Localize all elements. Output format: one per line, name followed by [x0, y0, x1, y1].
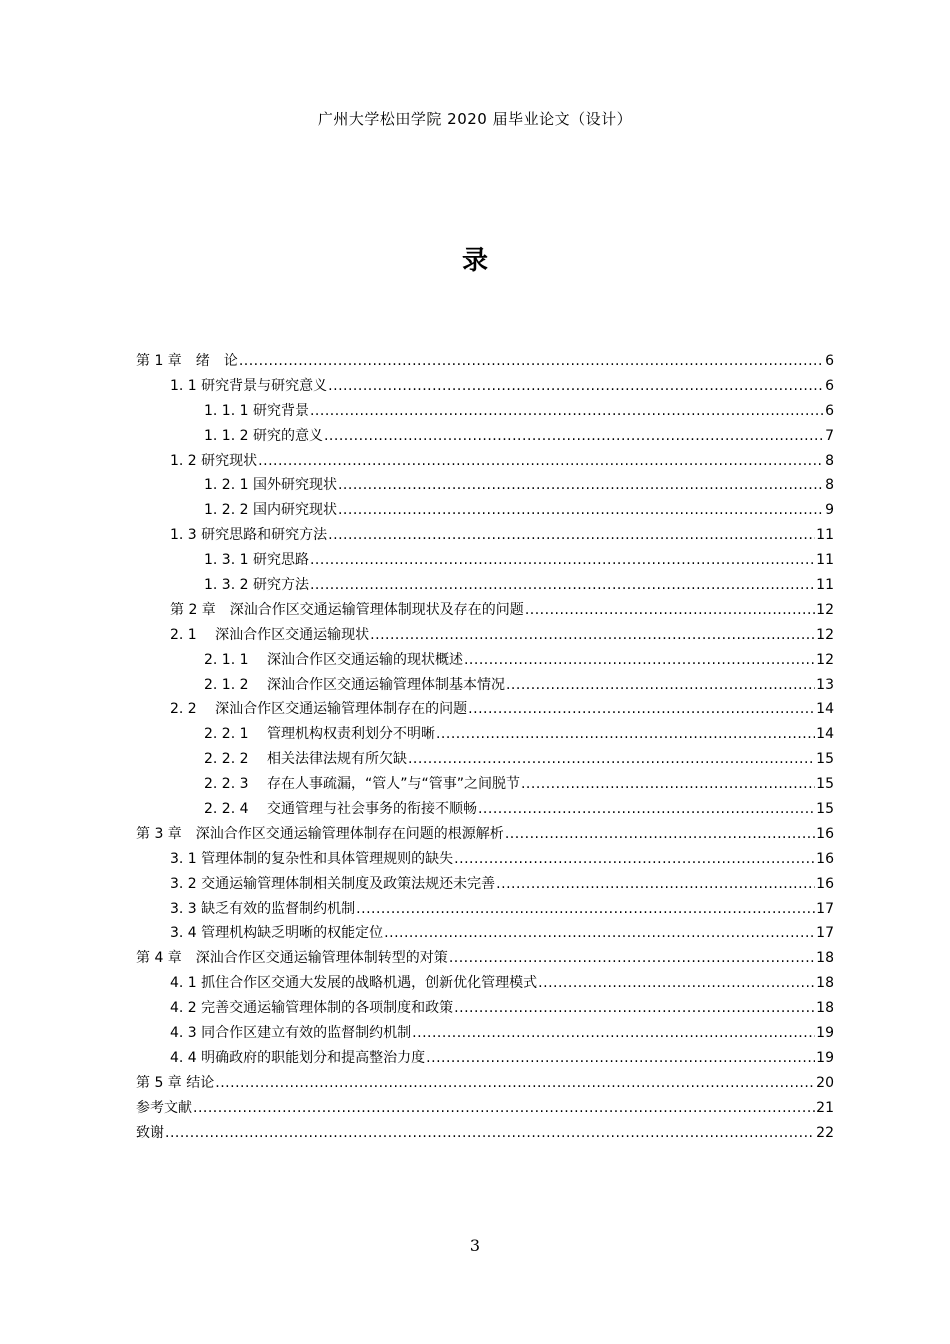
toc-entry[interactable]	[136, 573, 834, 598]
toc-entry-label: 1. 3. 2 研究方法	[204, 577, 309, 594]
toc-entry[interactable]	[136, 1071, 834, 1096]
toc-entry-label: 2. 1 深汕合作区交通运输现状	[170, 626, 370, 643]
toc-entry[interactable]	[136, 971, 834, 996]
page-number: 3	[469, 1236, 481, 1255]
toc-entry-label: 2. 2. 3 存在人事疏漏，“管人”与“管事”之间脱节	[204, 776, 520, 793]
toc-entry[interactable]	[136, 449, 834, 474]
toc-leader-dots	[328, 374, 824, 399]
toc-entry-label: 4. 2 完善交通运输管理体制的各项制度和政策	[170, 1000, 454, 1017]
toc-leader-dots	[521, 772, 815, 797]
toc-entry-label: 2. 1. 2 深汕合作区交通运输管理体制基本情况	[204, 676, 505, 693]
toc-entry[interactable]	[136, 648, 834, 673]
toc-entry-page: 18	[816, 950, 834, 967]
toc-entry[interactable]	[136, 697, 834, 722]
toc-entry-label: 1. 3 研究思路和研究方法	[170, 527, 328, 544]
toc-entry-page: 15	[816, 776, 834, 793]
toc-leader-dots	[525, 598, 815, 623]
toc-leader-dots	[454, 996, 815, 1021]
toc-leader-dots	[258, 449, 824, 474]
toc-entry-label: 第 3 章 深汕合作区交通运输管理体制存在问题的根源解析	[136, 825, 504, 842]
toc-entry[interactable]	[136, 747, 834, 772]
toc-leader-dots	[408, 747, 815, 772]
toc-entry-page: 17	[816, 900, 834, 917]
toc-entry-label: 致谢	[136, 1124, 164, 1141]
toc-entry-page: 6	[825, 353, 834, 369]
toc-entry-label: 2. 2. 2 相关法律法规有所欠缺	[204, 751, 407, 768]
toc-entry-label: 1. 3. 1 研究思路	[204, 552, 309, 569]
toc-entry-page: 12	[816, 626, 834, 643]
toc-entry[interactable]	[136, 822, 834, 847]
toc-leader-dots	[356, 897, 815, 922]
toc-entry-page: 18	[816, 975, 834, 992]
toc-entry-page: 12	[816, 651, 834, 668]
toc-entry[interactable]	[136, 1121, 834, 1146]
toc-entry[interactable]	[136, 847, 834, 872]
toc-entry-page: 7	[825, 427, 834, 444]
toc-entry-label: 2. 2. 1 管理机构权责利划分不明晰	[204, 726, 435, 743]
toc-entry-label: 参考文献	[136, 1099, 192, 1116]
toc-entry-label: 第 4 章 深汕合作区交通运输管理体制转型的对策	[136, 950, 448, 967]
toc-entry[interactable]	[136, 1021, 834, 1046]
toc-entry[interactable]	[136, 349, 834, 374]
toc-leader-dots	[215, 1071, 815, 1096]
toc-entry-page: 16	[816, 850, 834, 867]
toc-entry-page: 22	[816, 1124, 834, 1141]
toc-entry[interactable]	[136, 872, 834, 897]
toc-leader-dots	[193, 1096, 815, 1121]
toc-entry-label: 1. 2 研究现状	[170, 452, 258, 469]
toc-entry-label: 第 5 章 结论	[136, 1074, 215, 1091]
toc-entry-label: 4. 3 同合作区建立有效的监督制约机制	[170, 1025, 412, 1042]
toc-leader-dots	[338, 473, 824, 498]
toc-entry-page: 19	[816, 1049, 834, 1066]
page-title: 录	[461, 246, 488, 276]
toc-leader-dots	[468, 697, 815, 722]
toc-entry[interactable]	[136, 897, 834, 922]
toc-leader-dots	[412, 1021, 815, 1046]
toc-entry-page: 13	[816, 676, 834, 693]
toc-entry-page: 18	[816, 1000, 834, 1017]
toc-entry-page: 12	[816, 601, 834, 618]
toc-entry[interactable]	[136, 598, 834, 623]
toc-leader-dots	[370, 623, 815, 648]
table-of-contents	[136, 349, 834, 1146]
toc-entry-page: 6	[825, 402, 834, 419]
toc-leader-dots	[464, 648, 815, 673]
toc-entry-label: 1. 2. 1 国外研究现状	[204, 477, 337, 494]
toc-leader-dots	[505, 822, 815, 847]
toc-entry[interactable]	[136, 623, 834, 648]
toc-leader-dots	[496, 872, 815, 897]
toc-leader-dots	[478, 797, 815, 822]
toc-entry-label: 2. 2 深汕合作区交通运输管理体制存在的问题	[170, 701, 468, 718]
toc-leader-dots	[454, 847, 815, 872]
page-header: 广州大学松田学院 2020 届毕业论文（设计）	[317, 110, 633, 128]
toc-entry-page: 19	[816, 1025, 834, 1042]
toc-leader-dots	[165, 1121, 815, 1146]
toc-entry-page: 14	[816, 701, 834, 718]
toc-leader-dots	[506, 673, 815, 698]
toc-entry[interactable]	[136, 996, 834, 1021]
toc-entry[interactable]	[136, 473, 834, 498]
toc-leader-dots	[436, 722, 815, 747]
toc-entry-label: 4. 4 明确政府的职能划分和提高整治力度	[170, 1049, 426, 1066]
toc-entry-label: 第 1 章 绪 论	[136, 353, 238, 369]
toc-entry-label: 2. 1. 1 深汕合作区交通运输的现状概述	[204, 651, 463, 668]
toc-entry[interactable]	[136, 1096, 834, 1121]
toc-leader-dots	[538, 971, 815, 996]
toc-entry[interactable]	[136, 772, 834, 797]
toc-entry[interactable]	[136, 498, 834, 523]
toc-entry-page: 16	[816, 825, 834, 842]
toc-leader-dots	[324, 424, 824, 449]
toc-entry[interactable]	[136, 673, 834, 698]
toc-entry-label: 1. 1. 2 研究的意义	[204, 427, 323, 444]
toc-entry-label: 1. 1. 1 研究背景	[204, 402, 309, 419]
toc-entry-label: 3. 4 管理机构缺乏明晰的权能定位	[170, 925, 384, 942]
toc-entry-label: 3. 3 缺乏有效的监督制约机制	[170, 900, 356, 917]
toc-entry-page: 15	[816, 751, 834, 768]
toc-entry[interactable]	[136, 946, 834, 971]
toc-entry-page: 8	[825, 477, 834, 494]
toc-leader-dots	[239, 349, 824, 374]
toc-entry[interactable]	[136, 921, 834, 946]
toc-entry[interactable]	[136, 722, 834, 747]
toc-leader-dots	[449, 946, 815, 971]
toc-entry-page: 21	[816, 1099, 834, 1116]
toc-entry[interactable]	[136, 1046, 834, 1071]
toc-entry-label: 2. 2. 4 交通管理与社会事务的衔接不顺畅	[204, 801, 477, 818]
toc-entry[interactable]	[136, 424, 834, 449]
toc-leader-dots	[310, 573, 815, 598]
toc-entry-page: 9	[825, 502, 834, 519]
toc-leader-dots	[328, 523, 815, 548]
toc-entry-page: 11	[816, 527, 834, 544]
toc-entry-label: 3. 1 管理体制的复杂性和具体管理规则的缺失	[170, 850, 454, 867]
toc-entry-page: 15	[816, 801, 834, 818]
toc-leader-dots	[310, 548, 815, 573]
toc-entry-label: 第 2 章 深汕合作区交通运输管理体制现状及存在的问题	[170, 601, 524, 618]
toc-entry-label: 4. 1 抓住合作区交通大发展的战略机遇，创新优化管理模式	[170, 975, 538, 992]
toc-entry-page: 8	[825, 452, 834, 469]
toc-leader-dots	[426, 1046, 815, 1071]
toc-entry[interactable]	[136, 523, 834, 548]
toc-entry-page: 6	[825, 377, 834, 394]
toc-leader-dots	[384, 921, 815, 946]
toc-entry-label: 1. 2. 2 国内研究现状	[204, 502, 337, 519]
toc-entry-page: 14	[816, 726, 834, 743]
toc-entry[interactable]	[136, 797, 834, 822]
toc-entry-label: 3. 2 交通运输管理体制相关制度及政策法规还未完善	[170, 875, 496, 892]
toc-entry[interactable]	[136, 399, 834, 424]
toc-leader-dots	[310, 399, 824, 424]
toc-entry-page: 17	[816, 925, 834, 942]
toc-entry-page: 20	[816, 1074, 834, 1091]
toc-entry-page: 11	[816, 577, 834, 594]
toc-entry-page: 11	[816, 552, 834, 569]
toc-entry-page: 16	[816, 875, 834, 892]
toc-entry[interactable]	[136, 374, 834, 399]
toc-entry-label: 1. 1 研究背景与研究意义	[170, 377, 328, 394]
toc-leader-dots	[338, 498, 824, 523]
toc-entry[interactable]	[136, 548, 834, 573]
